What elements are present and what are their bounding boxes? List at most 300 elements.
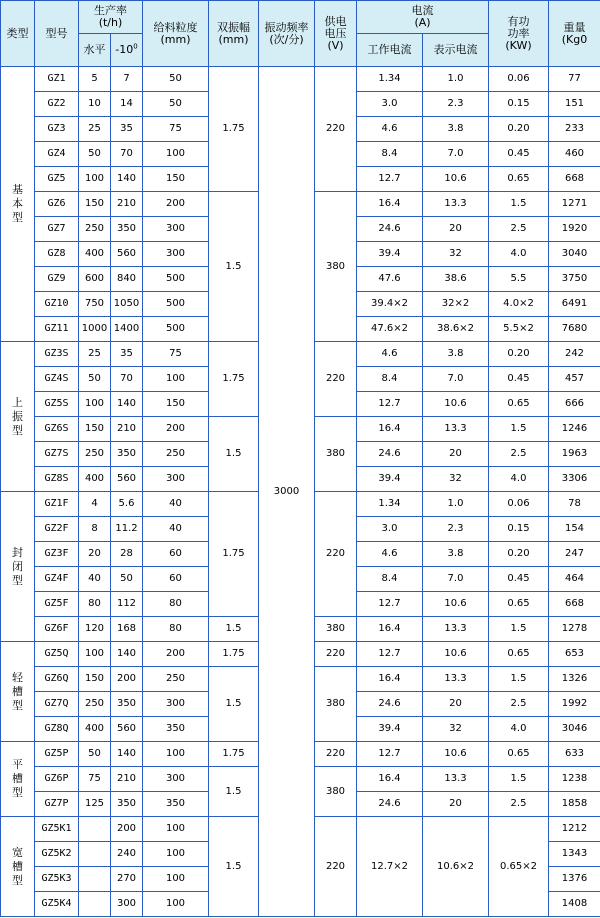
capacity-horizontal-cell: 150 [79,417,111,442]
working-current-cell: 16.4 [357,192,423,217]
working-current-cell: 24.6 [357,792,423,817]
working-current-cell: 24.6 [357,217,423,242]
weight-cell: 457 [549,367,600,392]
amplitude-cell: 1.5 [209,417,259,492]
power-cell: 0.06 [489,67,549,92]
meter-current-cell: 2.3 [423,517,489,542]
capacity-decline-cell: 140 [111,392,143,417]
model-cell: GZ5S [35,392,79,417]
voltage-cell: 220 [315,742,357,767]
meter-current-cell: 32×2 [423,292,489,317]
feed-size-cell: 80 [143,617,209,642]
amplitude-cell: 1.75 [209,742,259,767]
weight-cell: 1992 [549,692,600,717]
capacity-decline-cell: 350 [111,217,143,242]
feed-size-cell: 100 [143,892,209,917]
voltage-cell: 380 [315,417,357,492]
amplitude-cell: 1.75 [209,492,259,617]
capacity-decline-cell: 7 [111,67,143,92]
group-type-text: 封闭型 [12,545,23,587]
power-cell: 1.5 [489,767,549,792]
amplitude-cell: 1.5 [209,817,259,917]
capacity-horizontal-cell: 50 [79,142,111,167]
capacity-decline-cell: 200 [111,817,143,842]
power-cell: 2.5 [489,442,549,467]
capacity-decline-cell: 112 [111,592,143,617]
capacity-decline-cell: 1050 [111,292,143,317]
meter-current-cell: 7.0 [423,567,489,592]
capacity-horizontal-cell: 250 [79,692,111,717]
feed-size-cell: 250 [143,667,209,692]
header-model: 型号 [35,1,79,67]
feed-size-cell: 100 [143,842,209,867]
feed-size-cell: 500 [143,267,209,292]
power-cell: 0.06 [489,492,549,517]
capacity-horizontal-cell: 250 [79,442,111,467]
weight-cell: 464 [549,567,600,592]
capacity-horizontal-cell: 50 [79,742,111,767]
model-cell: GZ3 [35,117,79,142]
working-current-cell: 16.4 [357,767,423,792]
capacity-horizontal-cell [79,817,111,842]
meter-current-cell: 32 [423,717,489,742]
working-current-cell: 12.7 [357,742,423,767]
capacity-horizontal-cell: 400 [79,467,111,492]
capacity-horizontal-cell: 40 [79,567,111,592]
capacity-horizontal-cell: 10 [79,92,111,117]
meter-current-cell: 3.8 [423,342,489,367]
meter-current-cell: 10.6 [423,642,489,667]
working-current-cell: 47.6 [357,267,423,292]
meter-current-cell: 3.8 [423,117,489,142]
capacity-horizontal-cell: 125 [79,792,111,817]
header-capacity-decline: $-10^0$ [111,34,143,67]
working-current-cell: 12.7 [357,167,423,192]
capacity-decline-cell: 50 [111,567,143,592]
power-cell: 1.5 [489,417,549,442]
meter-current-cell: 38.6 [423,267,489,292]
feed-size-cell: 75 [143,342,209,367]
weight-cell: 77 [549,67,600,92]
model-cell: GZ8Q [35,717,79,742]
feed-size-cell: 50 [143,67,209,92]
amplitude-cell: 1.75 [209,342,259,417]
voltage-cell: 220 [315,817,357,917]
header-capacity-horizontal: 水平 [79,34,111,67]
amplitude-cell: 1.5 [209,192,259,342]
meter-current-cell: 32 [423,467,489,492]
weight-cell: 3040 [549,242,600,267]
model-cell: GZ11 [35,317,79,342]
model-cell: GZ6Q [35,667,79,692]
capacity-horizontal-cell: 75 [79,767,111,792]
meter-current-cell: 13.3 [423,417,489,442]
weight-cell: 3750 [549,267,600,292]
capacity-decline-cell: 200 [111,667,143,692]
power-cell: 0.15 [489,517,549,542]
feed-size-cell: 100 [143,742,209,767]
capacity-decline-cell: 140 [111,642,143,667]
capacity-decline-cell: 140 [111,167,143,192]
working-current-cell: 12.7 [357,392,423,417]
weight-cell: 6491 [549,292,600,317]
feed-size-cell: 100 [143,867,209,892]
model-cell: GZ6S [35,417,79,442]
capacity-decline-cell: 840 [111,267,143,292]
header-weight: 重量 (Kg0 [549,1,600,67]
feed-size-cell: 500 [143,317,209,342]
model-cell: GZ1 [35,67,79,92]
weight-cell: 7680 [549,317,600,342]
working-current-cell: 8.4 [357,142,423,167]
feed-size-cell: 200 [143,417,209,442]
model-cell: GZ7S [35,442,79,467]
feed-size-cell: 100 [143,817,209,842]
model-cell: GZ5P [35,742,79,767]
feed-size-cell: 300 [143,242,209,267]
feed-size-cell: 40 [143,517,209,542]
working-current-cell: 16.4 [357,417,423,442]
capacity-decline-cell: 14 [111,92,143,117]
group-type-label [1,817,35,917]
model-cell: GZ5K3 [35,867,79,892]
capacity-decline-cell: 350 [111,692,143,717]
model-cell: GZ3S [35,342,79,367]
working-current-cell: 12.7×2 [357,817,423,917]
weight-cell: 154 [549,517,600,542]
feed-size-cell: 150 [143,167,209,192]
weight-cell: 1920 [549,217,600,242]
power-cell: 1.5 [489,192,549,217]
weight-cell: 1858 [549,792,600,817]
amplitude-cell: 1.5 [209,617,259,642]
header-current-meter: 表示电流 [423,34,489,67]
header-voltage: 供电 电压 (V) [315,1,357,67]
weight-cell: 1212 [549,817,600,842]
capacity-decline-cell: 350 [111,442,143,467]
weight-cell: 668 [549,167,600,192]
working-current-cell: 4.6 [357,542,423,567]
capacity-horizontal-cell: 600 [79,267,111,292]
meter-current-cell: 1.0 [423,67,489,92]
feed-size-cell: 150 [143,392,209,417]
group-type-text: 宽槽型 [12,845,23,887]
power-cell: 2.5 [489,692,549,717]
feed-size-cell: 75 [143,117,209,142]
frequency-cell: 3000 [259,67,315,917]
capacity-horizontal-cell: 150 [79,667,111,692]
group-type-text: 平槽型 [12,758,23,799]
working-current-cell: 47.6×2 [357,317,423,342]
meter-current-cell: 13.3 [423,192,489,217]
group-type-text: 基本型 [12,183,23,224]
power-cell: 0.65×2 [489,817,549,917]
weight-cell: 242 [549,342,600,367]
capacity-decline-cell: 140 [111,742,143,767]
working-current-cell: 1.34 [357,492,423,517]
feed-size-cell: 60 [143,542,209,567]
working-current-cell: 3.0 [357,517,423,542]
capacity-decline-cell: 270 [111,867,143,892]
capacity-horizontal-cell: 50 [79,367,111,392]
model-cell: GZ3F [35,542,79,567]
meter-current-cell: 20 [423,442,489,467]
weight-cell: 1278 [549,617,600,642]
capacity-decline-cell: 560 [111,467,143,492]
weight-cell: 1376 [549,867,600,892]
power-cell: 0.65 [489,742,549,767]
model-cell: GZ8 [35,242,79,267]
meter-current-cell: 10.6×2 [423,817,489,917]
capacity-decline-cell: 560 [111,717,143,742]
capacity-decline-cell: 70 [111,367,143,392]
capacity-decline-cell: 560 [111,242,143,267]
capacity-decline-cell: 168 [111,617,143,642]
capacity-horizontal-cell: 150 [79,192,111,217]
feed-size-cell: 300 [143,217,209,242]
working-current-cell: 24.6 [357,442,423,467]
voltage-cell: 220 [315,342,357,417]
model-cell: GZ7Q [35,692,79,717]
power-cell: 0.15 [489,92,549,117]
capacity-decline-cell: 240 [111,842,143,867]
header-feed-size: 给料粒度 (mm) [143,1,209,67]
feed-size-cell: 300 [143,767,209,792]
working-current-cell: 39.4×2 [357,292,423,317]
model-cell: GZ9 [35,267,79,292]
capacity-horizontal-cell: 80 [79,592,111,617]
model-cell: GZ6P [35,767,79,792]
weight-cell: 3046 [549,717,600,742]
header-current-working: 工作电流 [357,34,423,67]
model-cell: GZ2F [35,517,79,542]
power-cell: 2.5 [489,792,549,817]
model-cell: GZ2 [35,92,79,117]
meter-current-cell: 2.3 [423,92,489,117]
capacity-horizontal-cell: 100 [79,392,111,417]
capacity-decline-cell: 28 [111,542,143,567]
table-row [1,67,600,92]
capacity-horizontal-cell: 1000 [79,317,111,342]
amplitude-cell: 1.5 [209,667,259,742]
group-type-label [1,492,35,642]
working-current-cell: 12.7 [357,592,423,617]
feed-size-cell: 40 [143,492,209,517]
capacity-decline-cell: 70 [111,142,143,167]
power-cell: 0.65 [489,592,549,617]
weight-cell: 668 [549,592,600,617]
model-cell: GZ6 [35,192,79,217]
meter-current-cell: 32 [423,242,489,267]
weight-cell: 1238 [549,767,600,792]
power-cell: 0.45 [489,142,549,167]
meter-current-cell: 20 [423,792,489,817]
feed-size-cell: 100 [143,142,209,167]
capacity-horizontal-cell: 750 [79,292,111,317]
amplitude-cell: 1.75 [209,642,259,667]
capacity-horizontal-cell [79,842,111,867]
meter-current-cell: 13.3 [423,617,489,642]
working-current-cell: 39.4 [357,717,423,742]
meter-current-cell: 13.3 [423,667,489,692]
group-type-text: 轻槽型 [12,670,23,712]
weight-cell: 151 [549,92,600,117]
voltage-cell: 380 [315,192,357,342]
model-cell: GZ4F [35,567,79,592]
capacity-decline-cell: 5.6 [111,492,143,517]
capacity-horizontal-cell: 5 [79,67,111,92]
header-power: 有功 功率 (KW) [489,1,549,67]
model-cell: GZ4 [35,142,79,167]
working-current-cell: 4.6 [357,117,423,142]
working-current-cell: 39.4 [357,242,423,267]
model-cell: GZ8S [35,467,79,492]
power-cell: 0.20 [489,342,549,367]
power-cell: 0.20 [489,117,549,142]
feed-size-cell: 80 [143,592,209,617]
weight-cell: 633 [549,742,600,767]
model-cell: GZ1F [35,492,79,517]
weight-cell: 1271 [549,192,600,217]
group-type-label [1,642,35,742]
group-type-label [1,342,35,492]
meter-current-cell: 38.6×2 [423,317,489,342]
header-current: 电流 (A) [357,1,489,34]
weight-cell: 653 [549,642,600,667]
feed-size-cell: 350 [143,792,209,817]
power-cell: 0.45 [489,567,549,592]
capacity-decline-cell: 11.2 [111,517,143,542]
power-cell: 4.0×2 [489,292,549,317]
voltage-cell: 220 [315,492,357,617]
working-current-cell: 1.34 [357,67,423,92]
weight-cell: 1246 [549,417,600,442]
model-cell: GZ5K2 [35,842,79,867]
working-current-cell: 4.6 [357,342,423,367]
capacity-decline-cell: 210 [111,192,143,217]
group-type-text: 上振型 [12,395,23,437]
meter-current-cell: 13.3 [423,767,489,792]
meter-current-cell: 3.8 [423,542,489,567]
feed-size-cell: 50 [143,92,209,117]
capacity-decline-cell: 35 [111,342,143,367]
feed-size-cell: 200 [143,642,209,667]
model-cell: GZ5 [35,167,79,192]
power-cell: 0.65 [489,642,549,667]
capacity-decline-cell: 210 [111,767,143,792]
feed-size-cell: 300 [143,692,209,717]
capacity-decline-cell: 210 [111,417,143,442]
power-cell: 0.20 [489,542,549,567]
model-cell: GZ10 [35,292,79,317]
meter-current-cell: 20 [423,692,489,717]
header-row [1,1,600,34]
meter-current-cell: 7.0 [423,367,489,392]
model-cell: GZ5Q [35,642,79,667]
meter-current-cell: 10.6 [423,392,489,417]
weight-cell: 1408 [549,892,600,917]
header-capacity: 生产率 (t/h) [79,1,143,34]
model-cell: GZ6F [35,617,79,642]
power-cell: 0.65 [489,167,549,192]
meter-current-cell: 10.6 [423,167,489,192]
weight-cell: 460 [549,142,600,167]
capacity-decline-cell: 35 [111,117,143,142]
model-cell: GZ5K1 [35,817,79,842]
meter-current-cell: 7.0 [423,142,489,167]
capacity-horizontal-cell [79,867,111,892]
working-current-cell: 24.6 [357,692,423,717]
meter-current-cell: 1.0 [423,492,489,517]
capacity-horizontal-cell: 20 [79,542,111,567]
model-cell: GZ5F [35,592,79,617]
weight-cell: 78 [549,492,600,517]
model-cell: GZ5K4 [35,892,79,917]
weight-cell: 3306 [549,467,600,492]
meter-current-cell: 20 [423,217,489,242]
capacity-horizontal-cell: 120 [79,617,111,642]
model-cell: GZ4S [35,367,79,392]
capacity-horizontal-cell: 8 [79,517,111,542]
feed-size-cell: 60 [143,567,209,592]
meter-current-cell: 10.6 [423,742,489,767]
power-cell: 2.5 [489,217,549,242]
weight-cell: 1326 [549,667,600,692]
power-cell: 0.65 [489,392,549,417]
working-current-cell: 8.4 [357,367,423,392]
power-cell: 1.5 [489,617,549,642]
power-cell: 5.5×2 [489,317,549,342]
working-current-cell: 8.4 [357,567,423,592]
feed-size-cell: 300 [143,467,209,492]
weight-cell: 233 [549,117,600,142]
meter-current-cell: 10.6 [423,592,489,617]
capacity-decline-cell: 1400 [111,317,143,342]
capacity-horizontal-cell: 4 [79,492,111,517]
feed-size-cell: 100 [143,367,209,392]
voltage-cell: 220 [315,642,357,667]
amplitude-cell: 1.5 [209,767,259,817]
power-cell: 0.45 [489,367,549,392]
header-amplitude: 双振幅 (mm) [209,1,259,67]
power-cell: 5.5 [489,267,549,292]
working-current-cell: 12.7 [357,642,423,667]
working-current-cell: 16.4 [357,617,423,642]
capacity-horizontal-cell: 25 [79,342,111,367]
voltage-cell: 380 [315,667,357,742]
capacity-horizontal-cell: 250 [79,217,111,242]
voltage-cell: 380 [315,767,357,817]
group-type-label [1,742,35,817]
weight-cell: 247 [549,542,600,567]
capacity-horizontal-cell: 100 [79,167,111,192]
capacity-decline-cell: 350 [111,792,143,817]
capacity-horizontal-cell: 100 [79,642,111,667]
weight-cell: 666 [549,392,600,417]
power-cell: 4.0 [489,467,549,492]
working-current-cell: 16.4 [357,667,423,692]
power-cell: 4.0 [489,242,549,267]
capacity-horizontal-cell [79,892,111,917]
voltage-cell: 380 [315,617,357,642]
amplitude-cell: 1.75 [209,67,259,192]
capacity-horizontal-cell: 400 [79,242,111,267]
capacity-decline-cell: 300 [111,892,143,917]
feed-size-cell: 250 [143,442,209,467]
capacity-horizontal-cell: 400 [79,717,111,742]
working-current-cell: 3.0 [357,92,423,117]
group-type-label [1,67,35,342]
